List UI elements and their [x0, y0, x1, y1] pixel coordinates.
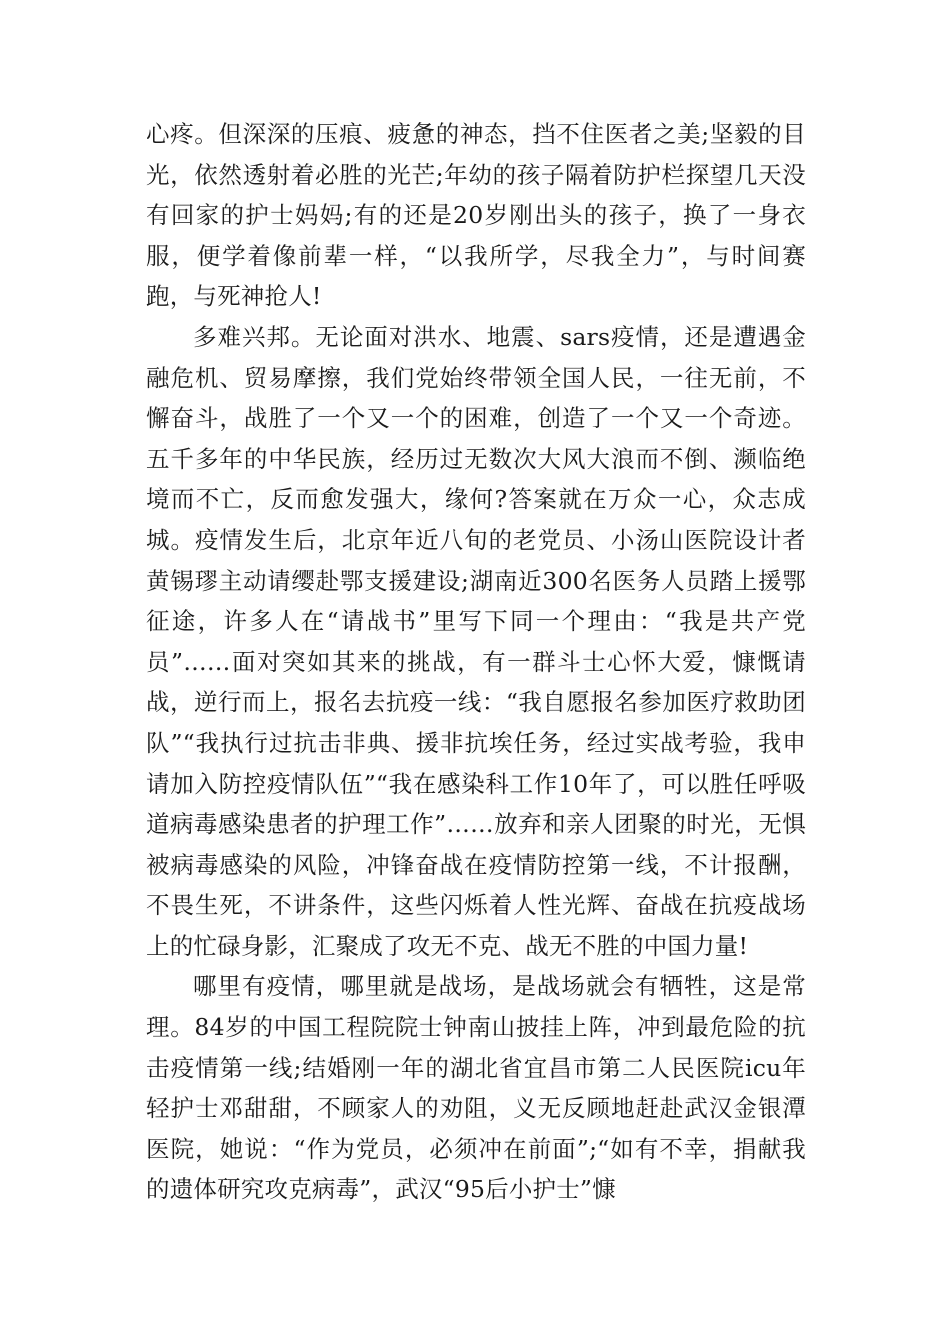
paragraph-2: 多难兴邦。无论面对洪水、地震、sars疫情，还是遭遇金融危机、贸易摩擦，我们党始终带领全国人民，一往无前，不懈奋斗，战胜了一个又一个的困难，创造了一个又一个奇迹。五千多年的中华民族，经历过无数次大风大浪而不倒、濒临绝境而不亡，反而愈发强大，缘何?答案就在万众一心，众志成城。疫情发生后，北京年近八旬的老党员、小汤山医院设计者黄锡璆主动请缨赴鄂支援建设;湖南近300名医务人员踏上援鄂征途，许多人在“请战书”里写下同一个理由：“我是共产党员”……面对突如其来的挑战，有一群斗士心怀大爱，慷慨请战，逆行而上，报名去抗疫一线：“我自愿报名参加医疗救助团队”“我执行过抗击非典、援非抗埃任务，经过实战考验，我申请加入防控疫情队伍”“我在感染科工作10年了，可以胜任呼吸道病毒感染患者的护理工作”……放弃和亲人团聚的时光，无惧被病毒感染的风险，冲锋奋战在疫情防控第一线，不计报酬，不畏生死，不讲条件，这些闪烁着人性光辉、奋战在抗疫战场上的忙碌身影，汇聚成了攻无不克、战无不胜的中国力量! [146, 322, 806, 960]
paragraph-3: 哪里有疫情，哪里就是战场，是战场就会有牺牲，这是常理。84岁的中国工程院院士钟南山披挂上阵，冲到最危险的抗击疫情第一线;结婚刚一年的湖北省宜昌市第二人民医院icu年轻护士邓甜甜，不顾家人的劝阻，义无反顾地赶赴武汉金银潭医院，她说：“作为党员，必须冲在前面”;“如有不幸，捐献我的遗体研究攻克病毒”，武汉“95后小护士”慷 [146, 972, 806, 1204]
paragraph-1: 心疼。但深深的压痕、疲惫的神态，挡不住医者之美;坚毅的目光，依然透射着必胜的光芒;年幼的孩子隔着防护栏探望几天没有回家的护士妈妈;有的还是20岁刚出头的孩子，换了一身衣服，便学着像前辈一样，“以我所学，尽我全力”，与时间赛跑，与死神抢人! [146, 120, 806, 311]
document-body [146, 114, 806, 1210]
